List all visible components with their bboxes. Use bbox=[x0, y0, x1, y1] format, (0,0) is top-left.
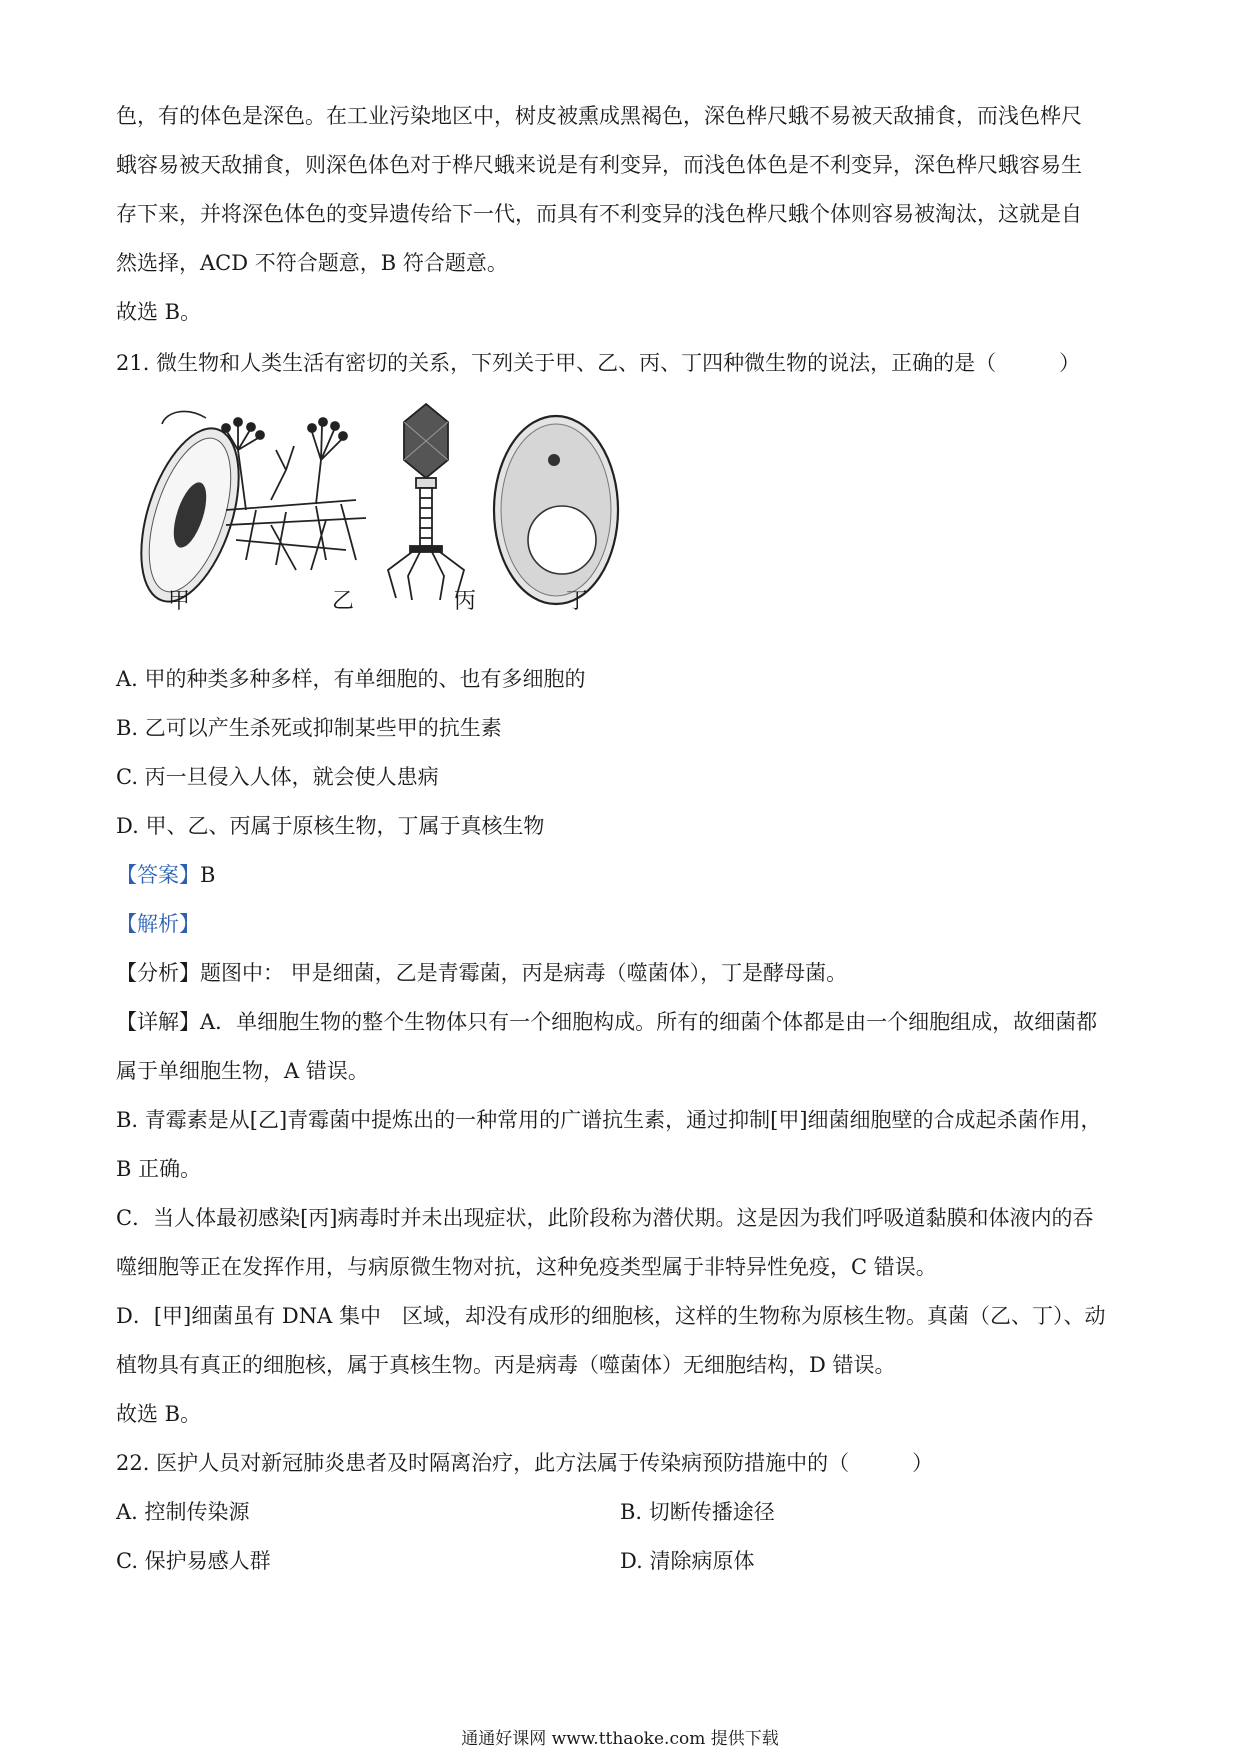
detail-line: 【详解】A．单细胞生物的整个生物体只有一个细胞构成。所有的细菌个体都是由一个细胞组成，故细菌都 bbox=[116, 1010, 1098, 1034]
footer-watermark: 通通好课网 www.tthaoke.com 提供下载 bbox=[461, 1729, 779, 1749]
answer-line bbox=[116, 860, 1130, 890]
option-d: D. 甲、乙、丙属于原核生物，丁属于真核生物 bbox=[116, 814, 545, 838]
detail-line: B 正确。 bbox=[116, 1157, 202, 1181]
q22-option-a: A. 控制传染源 bbox=[116, 1500, 250, 1524]
detail-line: D．[甲]细菌虽有 DNA 集中 区域，却没有成形的细胞核，这样的生物称为原核生物。真菌（乙、丁）、动 bbox=[116, 1304, 1106, 1328]
analysis-tag: 【解析】 bbox=[116, 912, 200, 936]
figure-label-yi: 乙 bbox=[332, 589, 355, 614]
figure-label-jia: 甲 bbox=[168, 589, 191, 614]
option-a: A. 甲的种类多种多样，有单细胞的、也有多细胞的 bbox=[116, 667, 586, 691]
detail-line: B. 青霉素是从[乙]青霉菌中提炼出的一种常用的广谱抗生素，通过抑制[甲]细菌细胞壁的合成起杀菌作用， bbox=[116, 1108, 1102, 1132]
q22-option-d: D. 清除病原体 bbox=[620, 1549, 755, 1573]
detail-line: 属于单细胞生物，A 错误。 bbox=[116, 1059, 369, 1083]
answer-tag: 【答案】 bbox=[116, 863, 200, 887]
detail-line: C．当人体最初感染[丙]病毒时并未出现症状，此阶段称为潜伏期。这是因为我们呼吸道黏膜和体液内的吞 bbox=[116, 1206, 1094, 1230]
bacteriophage-illustration bbox=[388, 404, 464, 600]
yeast-illustration bbox=[494, 416, 618, 604]
figure-label-bing: 丙 bbox=[454, 589, 477, 614]
q22-option-b: B. 切断传播途径 bbox=[620, 1500, 775, 1524]
option-c: C. 丙一旦侵入人体，就会使人患病 bbox=[116, 765, 439, 789]
analysis-text: 【分析】题图中： 甲是细菌，乙是青霉菌，丙是病毒（噬菌体），丁是酵母菌。 bbox=[116, 961, 848, 985]
q22-option-c: C. 保护易感人群 bbox=[116, 1549, 271, 1573]
text-line: 蛾容易被天敌捕食，则深色体色对于桦尺蛾来说是有利变异，而浅色体色是不利变异，深色桦尺蛾容易生 bbox=[116, 153, 1082, 177]
conclusion-line: 故选 B。 bbox=[116, 300, 202, 324]
detail-line: 噬细胞等正在发挥作用，与病原微生物对抗，这种免疫类型属于非特异性免疫，C 错误。 bbox=[116, 1255, 937, 1279]
detail-line: 植物具有真正的细胞核，属于真核生物。丙是病毒（噬菌体）无细胞结构，D 错误。 bbox=[116, 1353, 896, 1377]
question-21-stem: 21. 微生物和人类生活有密切的关系，下列关于甲、乙、丙、丁四种微生物的说法，正确的是（ ） bbox=[116, 351, 1081, 375]
question-22-stem: 22. 医护人员对新冠肺炎患者及时隔离治疗，此方法属于传染病预防措施中的（ ） bbox=[116, 1451, 934, 1475]
answer-value: B bbox=[200, 863, 216, 887]
penicillium-illustration bbox=[222, 418, 366, 570]
conclusion-line: 故选 B。 bbox=[116, 1402, 202, 1426]
figure-label-ding: 丁 bbox=[566, 589, 589, 614]
text-line: 然选择，ACD 不符合题意，B 符合题意。 bbox=[116, 251, 508, 275]
text-line: 存下来，并将深色体色的变异遗传给下一代，而具有不利变异的浅色桦尺蛾个体则容易被淘汰，这就是自 bbox=[116, 202, 1082, 226]
text-line: 色，有的体色是深色。在工业污染地区中，树皮被熏成黑褐色，深色桦尺蛾不易被天敌捕食，而浅色桦尺 bbox=[116, 104, 1082, 128]
option-b: B. 乙可以产生杀死或抑制某些甲的抗生素 bbox=[116, 716, 502, 740]
